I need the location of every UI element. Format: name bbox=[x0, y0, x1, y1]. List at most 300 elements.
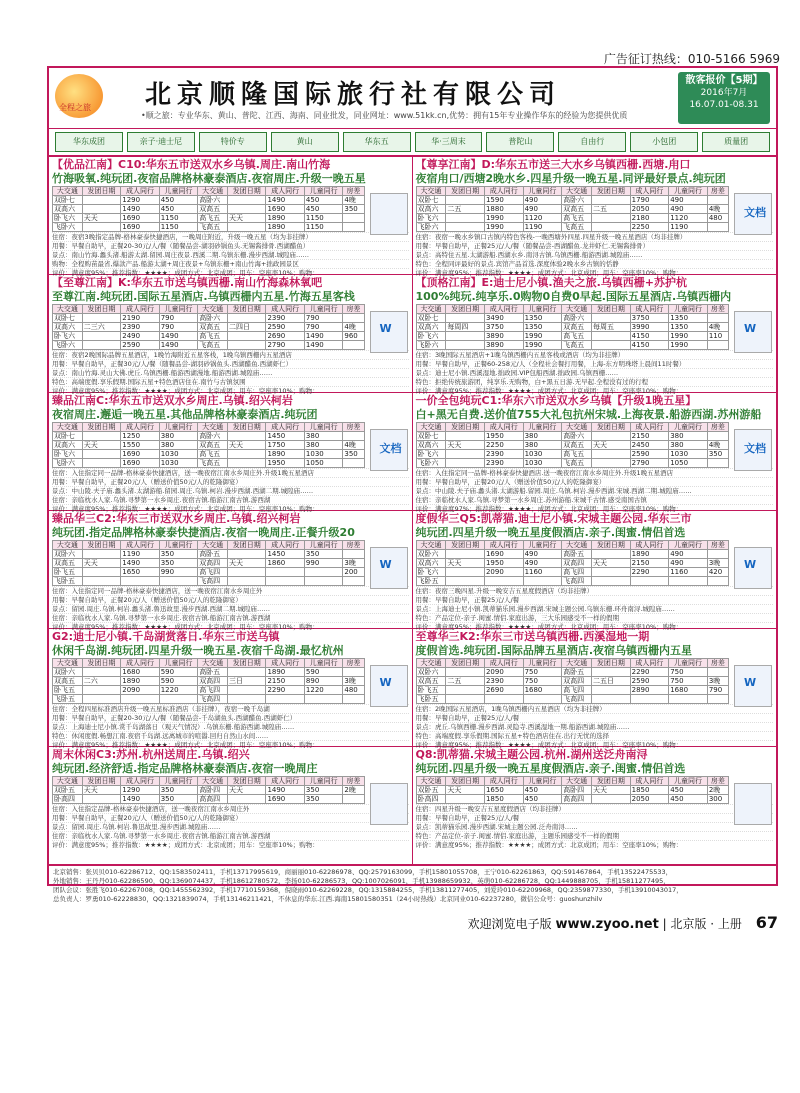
table-cell: 380 bbox=[523, 441, 562, 450]
table-cell: 350 bbox=[304, 795, 342, 804]
nav-tab[interactable]: 普陀山 bbox=[486, 132, 554, 152]
table-cell: 380 bbox=[669, 441, 708, 450]
table-cell: 4150 bbox=[630, 341, 669, 350]
itinerary-doc-icon[interactable] bbox=[734, 311, 772, 353]
table-cell bbox=[446, 695, 485, 704]
table-header: 大交通 bbox=[53, 659, 83, 668]
table-cell bbox=[82, 314, 120, 323]
nav-tab[interactable]: 小包团 bbox=[630, 132, 698, 152]
table-cell: 1190 bbox=[669, 223, 708, 232]
table-header: 儿童同行 bbox=[523, 777, 562, 786]
table-row bbox=[53, 323, 365, 332]
table-cell: 490 bbox=[523, 550, 562, 559]
table-cell bbox=[523, 695, 562, 704]
table-cell: 天天 bbox=[592, 786, 631, 795]
table-cell bbox=[446, 568, 485, 577]
table-header: 儿童同行 bbox=[159, 777, 197, 786]
tour-detail-line: 住宿：夜宿三晚四星.升级一晚安吉五星度假酒店（均非挂牌） bbox=[416, 586, 774, 595]
table-cell: 1490 bbox=[304, 341, 342, 350]
nav-tab[interactable]: 特价专 bbox=[199, 132, 267, 152]
itinerary-doc-icon[interactable] bbox=[734, 429, 772, 471]
table-row bbox=[53, 196, 365, 205]
table-row bbox=[416, 577, 729, 586]
table-header: 成人同行 bbox=[266, 659, 304, 668]
table-cell: 双高五 bbox=[198, 205, 228, 214]
table-cell: 飞卧六 bbox=[53, 341, 83, 350]
table-cell: 三日 bbox=[227, 677, 265, 686]
table-cell: 2490 bbox=[121, 332, 159, 341]
itinerary-doc-icon[interactable] bbox=[370, 783, 408, 825]
doc-icon-label: 文档 bbox=[744, 442, 766, 455]
table-cell: 350 bbox=[159, 550, 197, 559]
table-cell: 二五 bbox=[446, 205, 485, 214]
tour-detail-line: 用餐：早餐自助早，正餐20-30元/人/餐（随餐品尝-湖羽砂锅鱼头.无锡酱排骨.西湖醋鱼） bbox=[52, 241, 409, 250]
table-cell: 双卧五 bbox=[53, 786, 83, 795]
table-cell: 天天 bbox=[82, 786, 120, 795]
table-cell: 双高五 bbox=[53, 677, 83, 686]
table-cell: 790 bbox=[707, 686, 728, 695]
table-cell: 高飞五 bbox=[562, 450, 592, 459]
table-cell bbox=[82, 196, 120, 205]
table-cell: 2290 bbox=[630, 568, 669, 577]
table-header: 儿童同行 bbox=[159, 423, 197, 432]
table-cell: 2790 bbox=[630, 459, 669, 468]
table-header: 房差 bbox=[343, 305, 364, 314]
price-table bbox=[52, 304, 365, 350]
issue-date: 2016年7月 bbox=[700, 88, 748, 98]
table-cell bbox=[592, 432, 631, 441]
table-cell bbox=[707, 550, 728, 559]
table-cell: 高飞四 bbox=[562, 686, 592, 695]
tour-subtitle: 竹海吸氧.纯玩团.夜宿品牌格林豪泰酒店.夜宿周庄.升级一晚五星 bbox=[52, 172, 366, 185]
doc-icon-label: W bbox=[744, 558, 757, 571]
table-cell: 3晚 bbox=[707, 559, 728, 568]
tour-detail-line: 用餐：早餐自助早，正餐30元/人/餐（随餐品尝-湖羽砂锅鱼头.西湖醋鱼.西湖虾仁） bbox=[52, 359, 409, 368]
table-cell: 天天 bbox=[227, 559, 265, 568]
nav-tab[interactable]: 华东成团 bbox=[55, 132, 123, 152]
table-cell bbox=[266, 577, 304, 586]
table-cell bbox=[227, 686, 265, 695]
table-header: 发团日期 bbox=[82, 541, 120, 550]
table-cell bbox=[707, 695, 728, 704]
table-header: 儿童同行 bbox=[159, 659, 197, 668]
price-table bbox=[52, 186, 365, 232]
table-cell: 飞高四 bbox=[562, 577, 592, 586]
nav-tab[interactable]: 黄山 bbox=[271, 132, 339, 152]
table-cell: 1250 bbox=[121, 432, 159, 441]
table-row bbox=[53, 677, 365, 686]
table-cell: 飞高五 bbox=[198, 223, 228, 232]
issue-badge bbox=[678, 72, 770, 124]
table-header: 儿童同行 bbox=[304, 305, 342, 314]
table-row bbox=[53, 205, 365, 214]
table-row bbox=[53, 223, 365, 232]
table-cell: 1190 bbox=[121, 550, 159, 559]
table-header: 成人同行 bbox=[121, 305, 159, 314]
tour-detail-line: 用餐：早餐自助早，正餐25元/人/餐（随餐品尝-西湖醋鱼.龙井虾仁.无锡酱排骨） bbox=[416, 241, 774, 250]
tour-card bbox=[49, 629, 413, 747]
table-cell: 1680 bbox=[669, 686, 708, 695]
table-cell: 天天 bbox=[592, 559, 631, 568]
table-cell: 2150 bbox=[266, 677, 304, 686]
tour-detail-line: 用餐：早餐自助早，正餐25元/人/餐 bbox=[416, 813, 774, 822]
table-header: 发团日期 bbox=[227, 541, 265, 550]
table-cell: 1490 bbox=[121, 795, 159, 804]
table-cell bbox=[592, 686, 631, 695]
table-cell: 1690 bbox=[121, 459, 159, 468]
tour-detail-line: 景点：迪士尼小镇.西溪湿地.拙政园.VIP包船西湖.拙政园.乌镇西栅…… bbox=[416, 368, 774, 377]
table-cell bbox=[707, 314, 728, 323]
tour-detail-line: 购物：全程购苗最省,爆款产品.船游太湖+周庄夜景+乌镇东栅+南山竹海+拙政园景区 bbox=[52, 259, 409, 268]
table-header: 发团日期 bbox=[82, 777, 120, 786]
table-row bbox=[416, 459, 729, 468]
table-cell: 480 bbox=[707, 214, 728, 223]
itinerary-doc-icon[interactable] bbox=[734, 193, 772, 235]
table-row bbox=[53, 786, 365, 795]
table-cell: 高卧四 bbox=[198, 786, 228, 795]
table-cell: 890 bbox=[304, 677, 342, 686]
table-header: 成人同行 bbox=[630, 423, 669, 432]
logo-text: 全程之旅 bbox=[59, 103, 91, 112]
table-row bbox=[416, 196, 729, 205]
table-row bbox=[416, 786, 729, 795]
table-cell: 2090 bbox=[484, 568, 523, 577]
tour-detail-line: 评价：满意度95%；推荐指数：★★★★；成团方式：北京成团；用车：空座率10%；购物： bbox=[416, 840, 774, 849]
table-header: 房差 bbox=[343, 541, 364, 550]
table-cell: 2390 bbox=[121, 323, 159, 332]
table-cell: 飞卧五 bbox=[416, 577, 446, 586]
tour-detail-line: 住宿：亲临枕水人家.乌镇.寻梦第一水乡周庄.夜宿古镇.船游江南古镇.游西湖 bbox=[52, 613, 409, 622]
tour-detail-line: 景点：中山陵.夫子庙.蠡头渚.太湖游船.留园.周庄.乌镇.柯岩.漫步西湖.西湖二期.城隍庙…… bbox=[52, 486, 409, 495]
table-cell: 990 bbox=[304, 559, 342, 568]
table-header: 发团日期 bbox=[446, 305, 485, 314]
tour-detail-line: 特色：产品定位-亲子.闺蜜.情侣.家庭出游，主题乐园感受不一样的假期 bbox=[416, 831, 774, 840]
table-cell: 350 bbox=[343, 450, 364, 459]
table-cell: 高卧六 bbox=[562, 196, 592, 205]
table-cell: 二五 bbox=[592, 205, 631, 214]
table-cell: 高高四 bbox=[562, 795, 592, 804]
table-cell: 2050 bbox=[630, 795, 669, 804]
table-cell bbox=[592, 577, 631, 586]
table-header: 儿童同行 bbox=[669, 541, 708, 550]
itinerary-doc-icon[interactable] bbox=[370, 311, 408, 353]
table-cell: 4晚 bbox=[343, 323, 364, 332]
table-cell: 飞卧六 bbox=[53, 223, 83, 232]
table-cell: 天天 bbox=[82, 441, 120, 450]
table-cell bbox=[304, 577, 342, 586]
table-cell: 卧高四 bbox=[416, 795, 446, 804]
table-header: 儿童同行 bbox=[304, 423, 342, 432]
itinerary-doc-icon[interactable] bbox=[734, 665, 772, 707]
table-cell: 1690 bbox=[484, 550, 523, 559]
table-cell: 750 bbox=[523, 668, 562, 677]
table-cell: 1680 bbox=[121, 668, 159, 677]
table-cell: 1030 bbox=[523, 459, 562, 468]
table-cell: 飞卧六 bbox=[416, 223, 446, 232]
table-cell: 350 bbox=[343, 205, 364, 214]
price-table bbox=[416, 186, 730, 232]
tour-detail-line: 景点：高特住五星.太湖游船.西湖水乡.南浔古镇.乌镇西栅.船游西湖.城隍庙…… bbox=[416, 250, 774, 259]
table-cell: 1880 bbox=[484, 205, 523, 214]
table-cell bbox=[707, 432, 728, 441]
table-header: 发团日期 bbox=[446, 187, 485, 196]
table-cell: 450 bbox=[159, 205, 197, 214]
table-cell: 4晚 bbox=[707, 323, 728, 332]
table-row bbox=[53, 559, 365, 568]
table-cell: 飞高五 bbox=[562, 223, 592, 232]
table-cell: 双卧七 bbox=[53, 314, 83, 323]
table-cell: 卧飞五 bbox=[53, 568, 83, 577]
table-cell bbox=[343, 795, 364, 804]
table-cell bbox=[82, 205, 120, 214]
tour-title: 【尊享江南】D:华东五市送三大水乡乌镇西栅.西塘.甪口 bbox=[415, 158, 691, 171]
table-cell: 高飞五 bbox=[198, 214, 228, 223]
table-row bbox=[416, 559, 729, 568]
table-row bbox=[53, 332, 365, 341]
table-header: 儿童同行 bbox=[159, 541, 197, 550]
table-cell: 双高六 bbox=[53, 205, 83, 214]
table-cell: 2590 bbox=[266, 323, 304, 332]
table-cell: 380 bbox=[304, 432, 342, 441]
table-cell: 卧飞六 bbox=[416, 450, 446, 459]
table-cell bbox=[227, 450, 265, 459]
table-cell: 380 bbox=[523, 432, 562, 441]
table-header: 大交通 bbox=[198, 423, 228, 432]
table-cell: 1350 bbox=[669, 314, 708, 323]
tour-detail-line: 景点：留园.周庄.乌镇.柯岩.蠡头渚.鲁迅故里.漫步西湖.西湖二期.城隍庙…… bbox=[52, 604, 409, 613]
table-cell bbox=[592, 196, 631, 205]
table-header: 成人同行 bbox=[121, 423, 159, 432]
table-cell: 双卧七 bbox=[53, 196, 83, 205]
table-cell bbox=[523, 577, 562, 586]
tour-detail-line: 评价：满意度95%；推荐指数：★★★★；成团方式：北京成团；用车：空座率10%；购物： bbox=[416, 622, 774, 631]
table-cell: 天天 bbox=[82, 214, 120, 223]
table-cell: 960 bbox=[343, 332, 364, 341]
tour-card bbox=[413, 157, 777, 275]
table-cell: 1550 bbox=[121, 441, 159, 450]
table-cell: 飞高四 bbox=[198, 577, 228, 586]
table-cell: 3490 bbox=[484, 314, 523, 323]
table-cell: 2090 bbox=[121, 686, 159, 695]
table-cell bbox=[82, 577, 120, 586]
table-header: 成人同行 bbox=[484, 659, 523, 668]
footer-url[interactable]: www.zyoo.net bbox=[555, 917, 659, 932]
doc-icon-label: 文档 bbox=[744, 206, 766, 219]
table-cell: 飞高五 bbox=[198, 459, 228, 468]
table-cell: 2050 bbox=[630, 205, 669, 214]
table-cell: 490 bbox=[523, 559, 562, 568]
table-cell: 1750 bbox=[266, 441, 304, 450]
table-cell bbox=[304, 695, 342, 704]
table-cell bbox=[707, 223, 728, 232]
table-cell: 高卧六 bbox=[562, 314, 592, 323]
table-cell: 1950 bbox=[266, 459, 304, 468]
table-cell: 1990 bbox=[523, 341, 562, 350]
table-row bbox=[416, 441, 729, 450]
table-cell: 2晚 bbox=[707, 786, 728, 795]
table-header: 发团日期 bbox=[446, 423, 485, 432]
table-cell: 790 bbox=[304, 314, 342, 323]
table-cell: 1950 bbox=[484, 432, 523, 441]
table-cell: 750 bbox=[523, 677, 562, 686]
table-row bbox=[53, 432, 365, 441]
table-cell: 1680 bbox=[523, 686, 562, 695]
table-cell: 二四日 bbox=[227, 323, 265, 332]
itinerary-doc-icon[interactable] bbox=[734, 547, 772, 589]
table-cell: 2590 bbox=[630, 677, 669, 686]
tour-detail-line: 住宿：亲临枕水人家.乌镇.寻梦第一水乡周庄.夜宿古镇.船游江南古镇.游西湖 bbox=[52, 831, 409, 840]
table-header: 成人同行 bbox=[266, 423, 304, 432]
table-cell: 双高六 bbox=[416, 323, 446, 332]
table-cell bbox=[592, 223, 631, 232]
table-cell bbox=[227, 577, 265, 586]
tour-detail-line: 住宿：全程四星标准酒店升级一晚五星标准酒店（非挂牌），夜宿一晚千岛湖 bbox=[52, 704, 409, 713]
table-cell: 1950 bbox=[484, 559, 523, 568]
tour-title: 【优品江南】C10:华东五市送双水乡乌镇.周庄.南山竹海 bbox=[52, 158, 331, 171]
table-cell: 双高五 bbox=[562, 323, 592, 332]
table-header: 大交通 bbox=[562, 659, 592, 668]
table-cell: 3750 bbox=[484, 323, 523, 332]
table-cell: 2150 bbox=[630, 432, 669, 441]
table-cell bbox=[630, 577, 669, 586]
table-header: 儿童同行 bbox=[304, 187, 342, 196]
table-cell bbox=[159, 577, 197, 586]
ad-hotline: 广告征订热线：010-5166 5969 bbox=[603, 52, 780, 66]
tour-subtitle: 白+黑无自费.送价值755大礼包抗州宋城.上海夜景.船游西湖.苏州游船 bbox=[415, 408, 762, 421]
table-header: 大交通 bbox=[53, 541, 83, 550]
tour-detail-line: 住宿：亲临枕水人家.乌镇.寻梦第一水乡周庄.苏州游船.宋城千古情.感受南国古镇 bbox=[416, 495, 774, 504]
table-cell: 1150 bbox=[159, 214, 197, 223]
table-cell: 110 bbox=[707, 332, 728, 341]
table-cell: 飞高四 bbox=[562, 695, 592, 704]
nav-tab[interactable]: 质量团 bbox=[702, 132, 770, 152]
itinerary-doc-icon[interactable] bbox=[370, 193, 408, 235]
table-cell: 490 bbox=[669, 559, 708, 568]
tour-detail-line: 特色：休闲度假.畅想江南.夜宿千岛湖.远离城市的喧嚣.回归自然山水间…… bbox=[52, 731, 409, 740]
table-cell bbox=[227, 668, 265, 677]
table-cell: 1490 bbox=[266, 196, 304, 205]
tour-title: 【顶格江南】E:迪士尼小镇.渔夫之旅.乌镇西栅+苏护杭 bbox=[415, 276, 687, 289]
table-cell: 1990 bbox=[669, 341, 708, 350]
table-cell bbox=[592, 214, 631, 223]
doc-icon-label: W bbox=[744, 676, 757, 689]
itinerary-doc-icon[interactable] bbox=[734, 783, 772, 825]
table-cell: 2890 bbox=[630, 686, 669, 695]
table-cell: 双卧七 bbox=[416, 196, 446, 205]
nav-tab[interactable]: 自由行 bbox=[558, 132, 626, 152]
table-header: 儿童同行 bbox=[523, 187, 562, 196]
table-cell: 2290 bbox=[630, 668, 669, 677]
tour-detail-line: 住宿：入住指定品牌-格林豪泰快捷酒店，送一晚夜宿江南水乡周庄外 bbox=[52, 804, 409, 813]
table-header: 儿童同行 bbox=[159, 187, 197, 196]
table-cell bbox=[82, 332, 120, 341]
tour-detail-line: 景点：上海迪士尼小镇.凯蒂猫乐园.漫步西湖.宋城主题公园.乌镇东栅.环舟南浔.城隍庙…… bbox=[416, 604, 774, 613]
table-cell bbox=[82, 459, 120, 468]
table-header: 发团日期 bbox=[227, 423, 265, 432]
table-header: 成人同行 bbox=[266, 305, 304, 314]
table-header: 房差 bbox=[707, 423, 728, 432]
contact-line: 总负责人：罗勇010-62228830，QQ:1321839074，手机13146211421，不休息的华东.江西.海南15801580351（24小时热线）北京同业010-62237280，微信公众号：guoshunzhilv bbox=[53, 895, 603, 903]
table-header: 发团日期 bbox=[592, 187, 631, 196]
doc-icon-label: 文档 bbox=[379, 442, 402, 455]
table-cell: 1220 bbox=[304, 686, 342, 695]
tour-detail-line: 特色：产品定位-亲子.闺蜜.情侣.家庭出游，三大乐园感受不一样的假期 bbox=[416, 613, 774, 622]
nav-tab[interactable]: 华·三周末 bbox=[415, 132, 483, 152]
tour-card bbox=[49, 511, 413, 629]
price-table bbox=[52, 658, 365, 704]
table-header: 大交通 bbox=[53, 187, 83, 196]
table-cell: 高卧五 bbox=[562, 550, 592, 559]
table-cell: 590 bbox=[159, 677, 197, 686]
nav-tab[interactable]: 华东五 bbox=[343, 132, 411, 152]
table-header: 成人同行 bbox=[266, 187, 304, 196]
nav-tab[interactable]: 亲子·迪士尼 bbox=[127, 132, 195, 152]
table-cell bbox=[446, 686, 485, 695]
table-cell bbox=[227, 459, 265, 468]
table-cell bbox=[446, 459, 485, 468]
table-cell: 双高五 bbox=[562, 205, 592, 214]
tour-title: 周末休闲C3:苏州.杭州送周庄.乌镇.绍兴 bbox=[52, 748, 250, 761]
table-cell: 双高六 bbox=[416, 559, 446, 568]
table-header: 发团日期 bbox=[82, 187, 120, 196]
contact-line: 外地销售：王丹丹010-62286590，QQ:1369074437，手机18612780572，李扬010-62286573，QQ:1007026091，手机13988659932，英萌010-62286728，QQ:1449888705，手机15811277495， bbox=[53, 877, 670, 885]
tour-title: 【至尊江南】K:华东五市送乌镇西栅.南山竹海森林氧吧 bbox=[52, 276, 323, 289]
table-cell bbox=[484, 577, 523, 586]
table-header: 大交通 bbox=[198, 187, 228, 196]
itinerary-doc-icon[interactable] bbox=[370, 429, 408, 471]
table-cell: 飞卧五 bbox=[416, 695, 446, 704]
table-cell bbox=[446, 668, 485, 677]
table-cell bbox=[82, 695, 120, 704]
tour-detail-line: 特色：高端度假.享乐假期.国际五星+特色酒店住在.出行无忧的选择 bbox=[416, 731, 774, 740]
table-cell bbox=[82, 341, 120, 350]
table-row bbox=[416, 450, 729, 459]
table-cell bbox=[227, 432, 265, 441]
itinerary-doc-icon[interactable] bbox=[370, 547, 408, 589]
tour-subtitle: 休闲千岛湖.纯玩团.四星升级一晚五星.夜宿千岛湖.最忆杭州 bbox=[52, 644, 344, 657]
table-cell: 350 bbox=[159, 559, 197, 568]
table-cell: 590 bbox=[304, 668, 342, 677]
itinerary-doc-icon[interactable] bbox=[370, 665, 408, 707]
table-cell bbox=[669, 577, 708, 586]
table-header: 大交通 bbox=[53, 423, 83, 432]
table-cell bbox=[592, 332, 631, 341]
company-name: 北京顺隆国际旅行社有限公司 bbox=[145, 80, 562, 110]
table-cell bbox=[446, 577, 485, 586]
table-cell: 天天 bbox=[227, 441, 265, 450]
table-cell bbox=[446, 223, 485, 232]
table-cell: 天天 bbox=[82, 559, 120, 568]
tour-detail-line: 住宿：入住指定同一品牌-格林豪泰快捷酒店.送一晚夜宿江南水乡周庄外.升级1晚五星酒店 bbox=[416, 468, 774, 477]
table-cell: 飞卧六 bbox=[53, 459, 83, 468]
doc-icon-label: W bbox=[744, 322, 757, 335]
tour-card bbox=[413, 393, 777, 511]
tour-detail-line: 评价：满意度95%；推荐指数：★★★★；成团方式：北京成团；用车：空座率10%；购物： bbox=[52, 268, 409, 277]
table-cell: 1120 bbox=[523, 214, 562, 223]
table-cell: 飞高五 bbox=[198, 341, 228, 350]
table-cell bbox=[343, 314, 364, 323]
issue-label: 散客报价【5期】 bbox=[685, 75, 763, 86]
tour-detail-line: 用餐：早餐自助早，正餐25元/人/餐 bbox=[416, 595, 774, 604]
table-cell: 高卧五 bbox=[562, 668, 592, 677]
tour-subtitle: 纯玩团.四星升级一晚五星度假酒店.亲子.闺蜜.情侣首选 bbox=[415, 762, 686, 775]
table-cell: 1890 bbox=[121, 677, 159, 686]
price-table bbox=[416, 304, 730, 350]
table-cell: 1850 bbox=[484, 795, 523, 804]
table-cell: 高飞五 bbox=[562, 332, 592, 341]
table-cell: 1350 bbox=[523, 323, 562, 332]
table-cell: 1860 bbox=[266, 559, 304, 568]
